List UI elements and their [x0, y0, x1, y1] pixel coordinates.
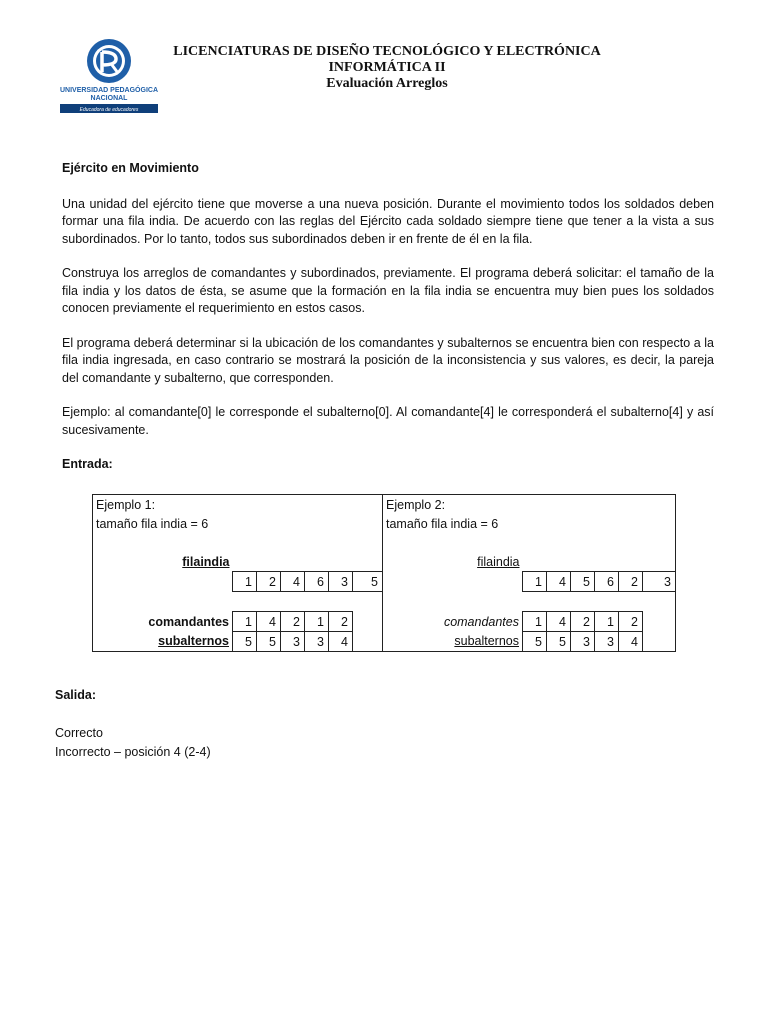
example-2-filaindia-cell: 5: [571, 572, 595, 592]
example-2-filaindia-cell: 3: [643, 572, 676, 592]
salida-label: Salida:: [55, 688, 96, 702]
example-1-filaindia-cell: 1: [233, 572, 257, 592]
example-1-size: tamaño fila india = 6: [93, 514, 383, 533]
header-line-3: Evaluación Arreglos: [326, 76, 448, 91]
example-2-filaindia-cell: 6: [595, 572, 619, 592]
example-1-filaindia-cell: 5: [353, 572, 383, 592]
example-1-filaindia-cell: 6: [305, 572, 329, 592]
logo-line1: UNIVERSIDAD PEDAGÓGICA: [59, 87, 159, 94]
example-2-filaindia-cell: 4: [547, 572, 571, 592]
example-1-subalternos-cell: 3: [281, 632, 305, 652]
example-2-subalternos-cell: 4: [619, 632, 643, 652]
paragraph-2: Construya los arreglos de comandantes y subordinados, previamente. El programa deberá solicitar: el tamaño de la fila india y los datos de ésta, se asume que la formación en la fila india se encuentra muy bien pues los soldados conocen previamente el requerimiento en estos casos.: [62, 266, 714, 315]
example-1-subalternos-cell: 5: [257, 632, 281, 652]
example-2-subalternos-cell: 5: [523, 632, 547, 652]
example-2-subalternos-cell: 3: [595, 632, 619, 652]
entrada-label: Entrada:: [62, 457, 113, 471]
example-1-comandantes-cell: 1: [233, 612, 257, 632]
example-2-comandantes-cell: 2: [619, 612, 643, 632]
example-2-title: Ejemplo 2:: [383, 495, 676, 515]
example-2-size: tamaño fila india = 6: [383, 514, 676, 533]
example-1-comandantes-cell: 1: [305, 612, 329, 632]
paragraph-1: Una unidad del ejército tiene que moverse a una nueva posición. Durante el movimiento todos los soldados deben formar una fila india. De acuerdo con las reglas del Ejército cada soldado siempre tiene que tener a la vista a sus subordinados. Por lo tanto, todos sus subordinados deben ir en frente de él en la fila.: [62, 196, 714, 246]
example-2-comandantes-cell: 4: [547, 612, 571, 632]
paragraph-4: Ejemplo: al comandante[0] le corresponde el subalterno[0]. Al comandante[4] le corresponderá el subalterno[4] y así sucesivamente.: [62, 405, 714, 437]
logo-line2: NACIONAL: [90, 95, 128, 102]
example-1-subalternos-cell: 5: [233, 632, 257, 652]
example-2-filaindia-cell: 2: [619, 572, 643, 592]
example-2-filaindia-cell: 1: [523, 572, 547, 592]
paragraph-3: El programa deberá determinar si la ubicación de los comandantes y subalternos se encuentra bien con respecto a la fila india ingresada, en caso contrario se mostrará la posición de la inconsistencia y sus valores, es decir, la pareja del comandante y subalterno, que corresponden.: [62, 335, 714, 385]
salida-section: [55, 686, 211, 762]
example-1-comandantes-label: comandantes: [93, 612, 233, 632]
example-2-comandantes-cell: 1: [523, 612, 547, 632]
section-title: Ejército en Movimiento: [62, 161, 199, 175]
example-2-subalternos-label: subalternos: [454, 634, 519, 649]
example-1-subalternos-label: subalternos: [158, 634, 229, 649]
example-2-subalternos-cell: 5: [547, 632, 571, 652]
example-2-comandantes-cell: 2: [571, 612, 595, 632]
examples-table: [92, 494, 676, 652]
salida-line-1: Correcto: [55, 726, 103, 740]
document-body: [62, 160, 714, 474]
example-1-filaindia-label: filaindia: [182, 554, 230, 569]
example-1-comandantes-cell: 2: [281, 612, 305, 632]
logo-tagline: Educadora de educadores: [79, 107, 139, 113]
example-1-subalternos-cell: 4: [329, 632, 353, 652]
example-2-filaindia-label: filaindia: [477, 554, 520, 569]
example-1-filaindia-cell: 3: [329, 572, 353, 592]
header-line-1: LICENCIATURAS DE DISEÑO TECNOLÓGICO Y ELECTRÓNICA: [173, 44, 601, 59]
example-1-filaindia-cell: 2: [257, 572, 281, 592]
salida-line-2: Incorrecto – posición 4 (2-4): [55, 745, 211, 759]
document-header: [170, 44, 604, 92]
example-2-subalternos-cell: 3: [571, 632, 595, 652]
example-1-comandantes-cell: 4: [257, 612, 281, 632]
university-logo: [54, 36, 164, 120]
example-1-title: Ejemplo 1:: [93, 495, 383, 515]
example-1-filaindia-cell: 4: [281, 572, 305, 592]
example-1-subalternos-cell: 3: [305, 632, 329, 652]
example-1-comandantes-cell: 2: [329, 612, 353, 632]
header-line-2: INFORMÁTICA II: [328, 60, 446, 75]
example-2-comandantes-cell: 1: [595, 612, 619, 632]
example-2-comandantes-label: comandantes: [383, 612, 523, 632]
